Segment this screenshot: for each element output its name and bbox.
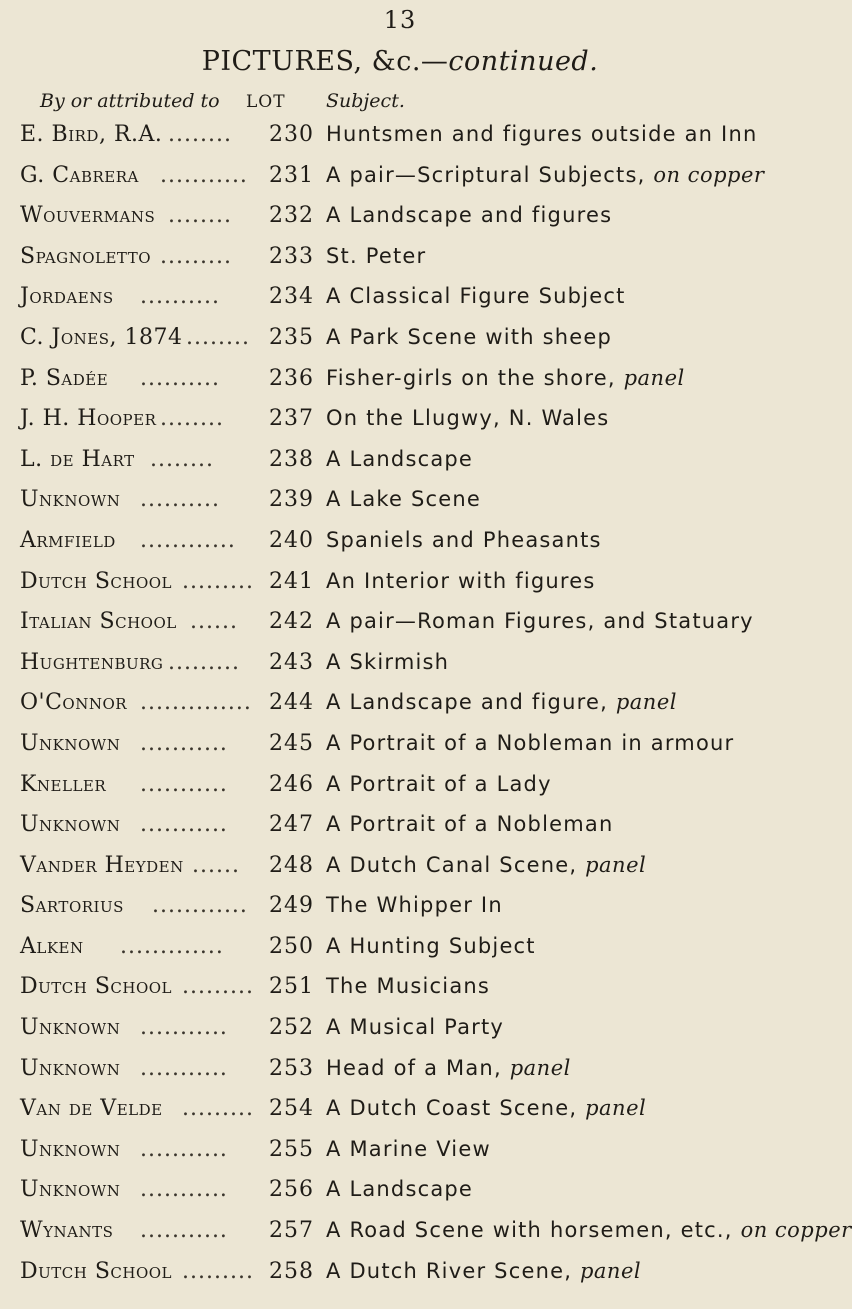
artist-name: Dutch School xyxy=(20,568,173,594)
subject-description xyxy=(326,203,612,227)
subject-description xyxy=(326,1137,491,1161)
artist-name: P. Sadée xyxy=(20,365,109,391)
subject-text: A Landscape and figure, xyxy=(326,690,616,715)
dot-leader: ........ xyxy=(168,122,232,147)
dot-leader: ........... xyxy=(140,1218,228,1244)
subject-text: A Marine View xyxy=(326,1136,491,1161)
subject-text: A Landscape and figures xyxy=(326,203,613,228)
artist-name: L. de Hart xyxy=(20,446,135,472)
artist-name: Wouvermans xyxy=(20,203,156,229)
lot-list xyxy=(0,122,852,1299)
subject-description xyxy=(326,1015,504,1039)
artist-name: Dutch School xyxy=(20,1258,173,1284)
dot-leader: .............. xyxy=(140,690,252,716)
artist-name: J. H. Hooper xyxy=(20,406,157,432)
subject-text: The Whipper In xyxy=(326,893,503,918)
dot-leader: ........... xyxy=(140,812,228,838)
artist-name: Armfield xyxy=(20,527,116,553)
list-item xyxy=(0,650,800,691)
lot-number: 234 xyxy=(269,284,314,310)
subject-text: A Skirmish xyxy=(326,649,450,674)
medium-note: panel xyxy=(585,1096,647,1121)
subject-text: A Dutch River Scene, xyxy=(326,1258,580,1283)
list-item xyxy=(0,528,800,569)
subject-description xyxy=(326,731,734,755)
list-item xyxy=(0,772,800,813)
medium-note: panel xyxy=(509,1055,571,1080)
artist-name: Jordaens xyxy=(20,284,114,310)
subject-text: A Dutch Coast Scene, xyxy=(326,1096,586,1121)
dot-leader: ........... xyxy=(140,1177,228,1203)
artist-name: O'Connor xyxy=(20,690,128,716)
subject-description xyxy=(326,1259,641,1283)
subject-text: A Road Scene with horsemen, etc., xyxy=(326,1218,741,1243)
subject-text: Spaniels and Pheasants xyxy=(326,527,602,552)
dot-leader: ........... xyxy=(140,771,228,797)
subject-description xyxy=(326,974,490,998)
lot-number: 240 xyxy=(269,527,314,553)
list-item xyxy=(0,487,800,528)
lot-number: 256 xyxy=(269,1177,314,1203)
subject-description xyxy=(326,284,626,308)
lot-number: 244 xyxy=(269,690,314,716)
list-item xyxy=(0,690,800,731)
artist-name: Unknown xyxy=(20,812,121,838)
subject-text: The Musicians xyxy=(326,974,491,999)
list-item xyxy=(0,203,800,244)
dot-leader: ........ xyxy=(186,324,250,350)
dot-leader: ......... xyxy=(182,1258,254,1284)
artist-name: Unknown xyxy=(20,730,121,756)
medium-note: panel xyxy=(615,690,677,715)
lot-number: 236 xyxy=(269,365,314,391)
subject-description xyxy=(326,1218,852,1242)
subject-description xyxy=(326,690,677,714)
list-item xyxy=(0,934,800,975)
lot-number: 242 xyxy=(269,609,314,635)
lot-number: 235 xyxy=(269,324,314,350)
list-item xyxy=(0,406,800,447)
dot-leader: ............ xyxy=(140,527,236,553)
lot-number: 255 xyxy=(269,1136,314,1162)
subject-text: Huntsmen and figures outside an Inn xyxy=(326,122,758,146)
dot-leader: ........... xyxy=(160,162,248,188)
lot-number: 254 xyxy=(269,1096,314,1122)
subject-text: A pair—Roman Figures, and Statuary xyxy=(326,609,754,634)
dot-leader: ............ xyxy=(152,893,248,919)
list-item xyxy=(0,325,800,366)
subject-text: A Landscape xyxy=(326,446,474,471)
list-item xyxy=(0,163,800,204)
page-heading xyxy=(0,46,800,77)
lot-number: 230 xyxy=(269,122,314,147)
subject-description xyxy=(326,163,764,187)
subject-description xyxy=(326,1096,646,1120)
dot-leader: ........... xyxy=(140,1136,228,1162)
subject-description xyxy=(326,772,552,796)
subject-text: On the Llugwy, N. Wales xyxy=(326,406,610,431)
lot-number: 243 xyxy=(269,649,314,675)
lot-number: 257 xyxy=(269,1218,314,1244)
subject-description xyxy=(326,366,685,390)
list-item xyxy=(0,853,800,894)
dot-leader: ............. xyxy=(120,933,224,959)
artist-name: Hughtenburg xyxy=(20,649,164,675)
list-item xyxy=(0,1177,800,1218)
artist-name: G. Cabrera xyxy=(20,162,139,188)
dot-leader: ......... xyxy=(182,568,254,594)
dot-leader: ........ xyxy=(160,406,224,432)
artist-name: Unknown xyxy=(20,1055,121,1081)
artist-name: Unknown xyxy=(20,1177,121,1203)
heading-continued: continued. xyxy=(448,46,599,77)
artist-column-header: By or attributed to xyxy=(40,90,220,112)
list-item xyxy=(0,1015,800,1056)
lot-number: 238 xyxy=(269,446,314,472)
subject-description xyxy=(326,934,536,958)
medium-note: panel xyxy=(623,365,685,390)
subject-text: Head of a Man, xyxy=(326,1055,510,1080)
dot-leader: ........ xyxy=(168,203,232,229)
subject-text: A Lake Scene xyxy=(326,487,482,512)
dot-leader: ...... xyxy=(192,852,240,878)
artist-name: Unknown xyxy=(20,487,121,513)
lot-number: 231 xyxy=(269,162,314,188)
subject-text: An Interior with figures xyxy=(326,568,596,593)
dot-leader: ........... xyxy=(140,1015,228,1041)
list-item xyxy=(0,1137,800,1178)
dot-leader: ........ xyxy=(150,446,214,472)
lot-number: 251 xyxy=(269,974,314,1000)
subject-description xyxy=(326,1056,571,1080)
artist-name: E. Bird, R.A. xyxy=(20,122,163,147)
list-item xyxy=(0,366,800,407)
artist-name: Vander Heyden xyxy=(20,852,184,878)
heading-main: PICTURES, &c.— xyxy=(201,46,449,77)
lot-number: 252 xyxy=(269,1015,314,1041)
subject-description xyxy=(326,853,646,877)
list-item xyxy=(0,731,800,772)
dot-leader: ......... xyxy=(160,243,232,269)
dot-leader: .......... xyxy=(140,284,220,310)
list-item xyxy=(0,609,800,650)
dot-leader: ......... xyxy=(182,1096,254,1122)
page-number: 13 xyxy=(383,6,417,34)
subject-description xyxy=(326,569,596,593)
list-item xyxy=(0,284,800,325)
artist-name: Kneller xyxy=(20,771,107,797)
list-item xyxy=(0,1056,800,1097)
subject-description xyxy=(326,609,754,633)
list-item xyxy=(0,244,800,285)
subject-column-header: Subject. xyxy=(326,90,405,112)
subject-text: A Portrait of a Nobleman xyxy=(326,812,614,837)
artist-name: C. Jones, 1874 xyxy=(20,324,183,350)
artist-name: Alken xyxy=(20,933,84,959)
subject-description xyxy=(326,528,602,552)
list-item xyxy=(0,569,800,610)
dot-leader: .......... xyxy=(140,365,220,391)
subject-description xyxy=(326,893,503,917)
lot-number: 246 xyxy=(269,771,314,797)
subject-description xyxy=(326,1177,473,1201)
subject-text: A pair—Scriptural Subjects, xyxy=(326,162,654,187)
subject-text: A Dutch Canal Scene, xyxy=(326,852,586,877)
medium-note: panel xyxy=(585,852,647,877)
subject-text: A Portrait of a Nobleman in armour xyxy=(326,730,735,755)
artist-name: Dutch School xyxy=(20,974,173,1000)
dot-leader: ........... xyxy=(140,1055,228,1081)
list-item xyxy=(0,893,800,934)
lot-number: 253 xyxy=(269,1055,314,1081)
list-item xyxy=(0,812,800,853)
subject-description xyxy=(326,812,613,836)
list-item xyxy=(0,1096,800,1137)
medium-note: panel xyxy=(579,1258,642,1283)
artist-name: Spagnoletto xyxy=(20,243,152,269)
list-item xyxy=(0,1259,800,1300)
subject-text: A Landscape xyxy=(326,1177,474,1202)
dot-leader: ......... xyxy=(182,974,254,1000)
medium-note: on copper xyxy=(653,162,765,187)
subject-description xyxy=(326,325,612,349)
subject-description xyxy=(326,487,481,511)
lot-number: 239 xyxy=(269,487,314,513)
list-item xyxy=(0,974,800,1015)
lot-number: 258 xyxy=(269,1258,314,1284)
lot-number: 232 xyxy=(269,203,314,229)
subject-text: A Musical Party xyxy=(326,1015,505,1040)
subject-text: A Hunting Subject xyxy=(326,933,536,958)
lot-number: 250 xyxy=(269,933,314,959)
subject-text: St. Peter xyxy=(326,243,427,268)
lot-number: 249 xyxy=(269,893,314,919)
artist-name: Sartorius xyxy=(20,893,124,919)
artist-name: Italian School xyxy=(20,609,177,635)
dot-leader: .......... xyxy=(140,487,220,513)
subject-text: A Classical Figure Subject xyxy=(326,284,626,309)
medium-note: on copper xyxy=(740,1218,852,1243)
lot-number: 248 xyxy=(269,852,314,878)
dot-leader: ......... xyxy=(168,649,240,675)
subject-text: A Park Scene with sheep xyxy=(326,324,613,349)
subject-text: Fisher-girls on the shore, xyxy=(326,365,624,390)
subject-description xyxy=(326,122,757,146)
lot-number: 245 xyxy=(269,730,314,756)
subject-description xyxy=(326,244,426,268)
artist-name: Van de Velde xyxy=(20,1096,163,1122)
artist-name: Unknown xyxy=(20,1136,121,1162)
lot-number: 241 xyxy=(269,568,314,594)
lot-column-header: LOT xyxy=(246,92,286,112)
subject-description xyxy=(326,447,473,471)
lot-number: 233 xyxy=(269,243,314,269)
artist-name: Wynants xyxy=(20,1218,114,1244)
artist-name: Unknown xyxy=(20,1015,121,1041)
lot-number: 237 xyxy=(269,406,314,432)
dot-leader: ........... xyxy=(140,730,228,756)
dot-leader: ...... xyxy=(190,609,238,635)
subject-description xyxy=(326,406,609,430)
subject-description xyxy=(326,650,449,674)
list-item xyxy=(0,122,800,163)
subject-text: A Portrait of a Lady xyxy=(326,771,552,796)
lot-number: 247 xyxy=(269,812,314,838)
list-item xyxy=(0,1218,852,1259)
list-item xyxy=(0,447,800,488)
